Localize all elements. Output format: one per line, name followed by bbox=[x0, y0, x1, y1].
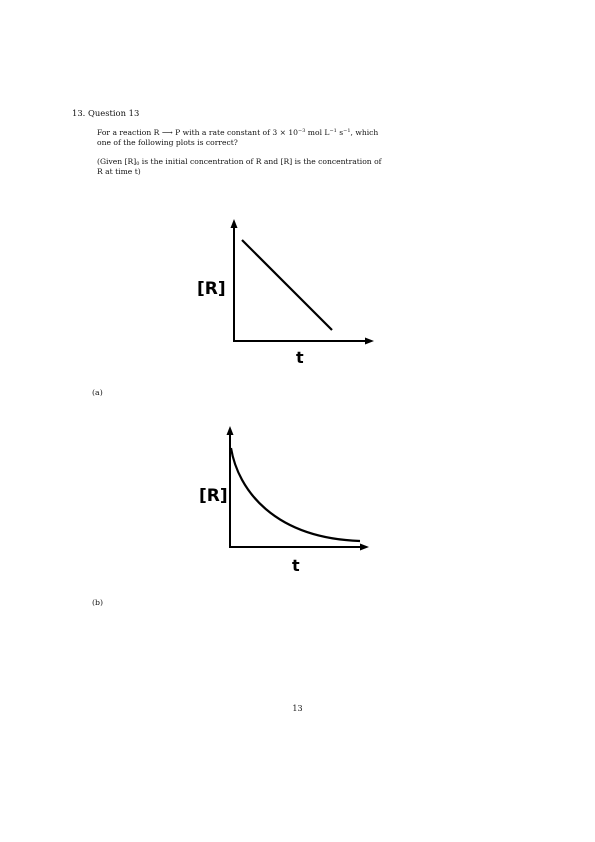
page-number: 13 bbox=[292, 704, 303, 713]
y-axis-arrowhead bbox=[231, 219, 238, 228]
exp-3: −1 bbox=[343, 128, 351, 134]
plot-b bbox=[190, 420, 380, 580]
q-line2: one of the following plots is correct? bbox=[97, 138, 238, 148]
q-line1-post: , which bbox=[350, 128, 379, 137]
y-axis-label: [R] bbox=[199, 486, 228, 506]
x-axis-arrowhead bbox=[360, 544, 369, 551]
plot-a bbox=[190, 212, 380, 372]
x-axis-label: t bbox=[296, 348, 304, 367]
unit-s: s bbox=[336, 128, 344, 137]
given-line2: R at time t) bbox=[97, 167, 141, 177]
reaction-arrow: ⟶ bbox=[161, 128, 173, 137]
x-axis-arrowhead bbox=[365, 338, 374, 345]
question-header: 13. Question 13 bbox=[72, 108, 140, 118]
y-axis-arrowhead bbox=[227, 426, 234, 435]
given-sub0: 0 bbox=[136, 161, 140, 167]
q-line1-mid: P with a rate constant of 3 × 10 bbox=[172, 128, 299, 137]
y-axis-label: [R] bbox=[197, 279, 226, 299]
option-a-label: (a) bbox=[92, 388, 103, 397]
exp-1: −3 bbox=[298, 128, 306, 134]
given-mid: is the initial concentration of R and [R] is the concentration of bbox=[139, 157, 382, 166]
question-text bbox=[97, 128, 437, 149]
given-text bbox=[97, 157, 437, 178]
exp-2: −1 bbox=[329, 128, 337, 134]
option-b-label: (b) bbox=[92, 598, 104, 607]
unit-mol: mol L bbox=[305, 128, 330, 137]
data-line bbox=[242, 240, 332, 330]
given-pre: (Given [R] bbox=[97, 157, 137, 166]
x-axis-label: t bbox=[292, 556, 300, 575]
q-line1-pre: For a reaction R bbox=[97, 128, 162, 137]
data-curve bbox=[231, 448, 360, 541]
